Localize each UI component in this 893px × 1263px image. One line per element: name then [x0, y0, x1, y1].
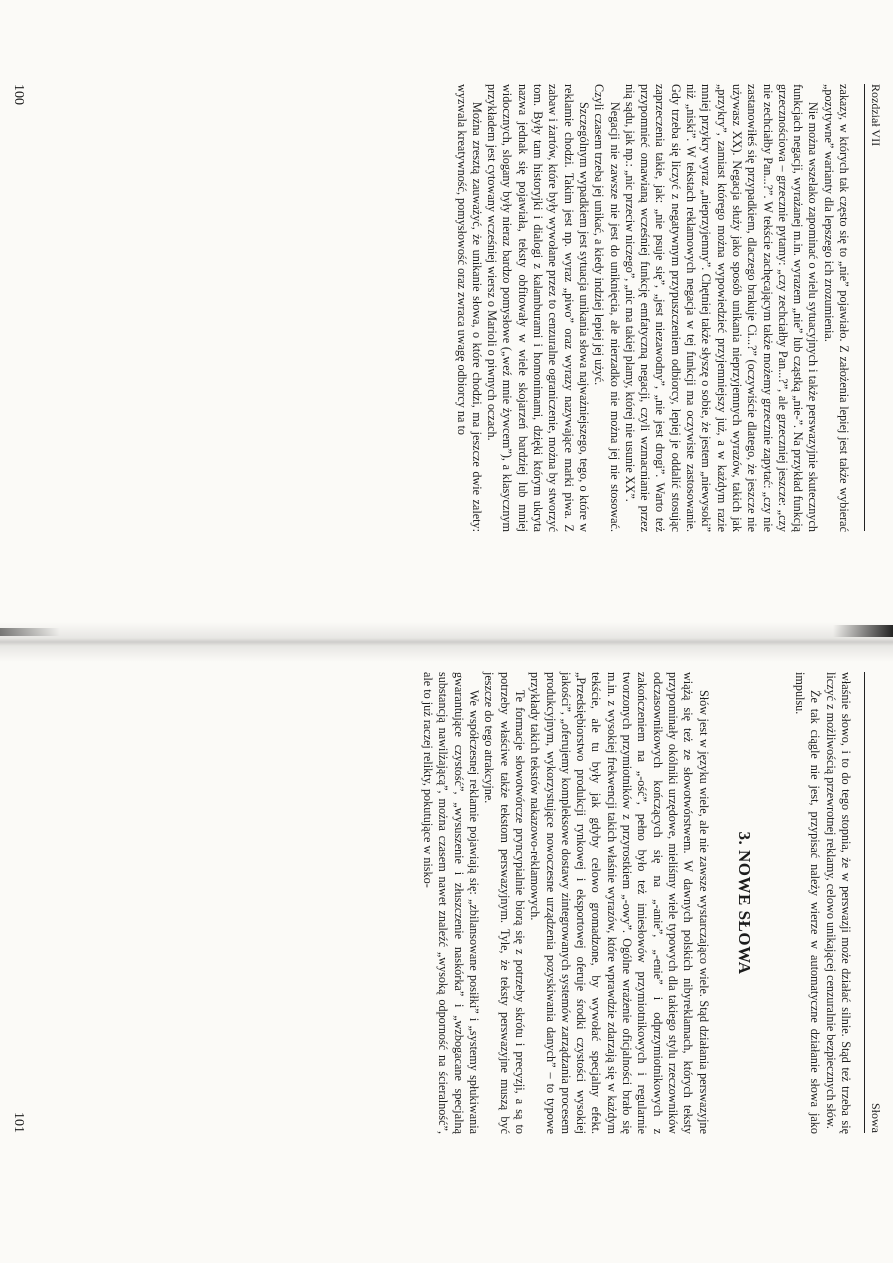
right-page-body — [420, 672, 853, 1134]
left-page-body — [453, 84, 851, 532]
paragraph: We współczesnej reklamie pojawiają się: „zbilansowane posiłki” i „systemy spłukiwania gwarantujące czystość”, „wysuszenie i złuszczenie naskórka” i „wzbogacane specjalną substancją nawilżającą”, można czasem nawet znaleźć „wysoką odporność na ścieralność”, ale to już raczej relikty, pokutujące w nisko- — [421, 672, 482, 1134]
paragraph: Te formacje słowotwórcze pryncypialnie biorą się z potrzeby skrótu i precyzji, a są to potrzeby właściwe także tekstom perswazyjnym. Tyle, że teksty perswazyjne muszą być jeszcze do tego atrakcyjne. — [482, 672, 527, 1134]
paragraph: Można zresztą zauważyć, że unikanie słowa, o które chodzi, ma jeszcze dwie zalety: wyzwala kreatywność, pomysłowość oraz zwraca uwagę odbiorcy na to — [454, 84, 484, 532]
paragraph: Negacji nie zawsze nie jest do uniknięcia, ale nierzadko nie można jej nie stosować. Czyli czasem trzeba jej unikać, a kiedy indziej lepiej jej użyć. — [592, 84, 622, 532]
paragraph: Że tak ciągle nie jest, przypisać należy wierze w automatyczne działanie słowa jako impulsu. — [793, 672, 823, 1134]
left-running-header — [864, 84, 887, 531]
chapter-header: Rozdział VII — [869, 84, 883, 147]
paragraph: Nie można wszelako zapominać o wielu sytuacyjnych i także perswazyjnie skutecznych funkcjach negacji, wyrażanej m.in. wyrazem „nie” lub cząstką „nie-”. Na przykład funkcją grzecznościowa – grzecznie pytamy: „czy zechciałby Pan...?”, ale grzeczniej jeszcze: „czy nie zechciałby Pan...?”. W tekście zachęcającym także możemy grzecznie zapytać: „czy nie zastanowiłeś się przypadkiem, dlaczego brakuje Ci...?” (oczywiście dlatego, że jeszcze nie używasz XX). Negacja służy jako sposób unikania nieprzyjemnych wyrazów, takich jak „przykry”, zamiast którego można wypowiedzieć przyjemniejszy już, a w każdym razie mniej przykry wyraz „nieprzyjemny”. Chętniej także słyszę o sobie, że jestem „niewysoki” niż „niski”. W tekstach reklamowych negacja w tej funkcji ma oczywiste zastosowanie. Gdy trzeba się liczyć z negatywnym przypuszczeniem odbiorcy, lepiej je oddalić stosując zaprzeczenia takie, jak: „nie psuje się”, „jest niezawodny”, „nie jest drogi”. Warto też przypomnieć omawianą wcześniej funkcję emfatyczną negacji, czyli wzmacnianie przez nią sądu, jak np.: „nic przeciw niczego”, „nic ma takiej plamy, której nie usunie XX”. — [622, 84, 821, 532]
section-header: Słowa — [869, 1103, 883, 1133]
right-page — [0, 632, 893, 1263]
section-title: 3. NOWE SŁOWA — [734, 831, 754, 975]
right-page-number: 101 — [11, 1112, 26, 1133]
paragraph: Szczególnym wypadkiem jest sytuacja unikania słowa najważniejszego, tego, o które w reklamie chodzi. Takim jest np. wyraz „piwo” oraz wyrazy nazywające marki piwa. Z zabaw i żartów, które były wywołane przez to cenzuralne ograniczenie, można by stworzyć tom. Były tam historyjki i dialogi z kalamburami i homonimami, dzięki którym ukryta nazwa jednak się pojawiała, teksty obfitowały w wiele skojarzeń bardziej lub mniej widocznych, slogany były nieraz bardzo pomysłowe („weź mnie żywcem”), a klasycznym przykładem jest cytowany wcześniej wiersz o Marioli o piwnych oczach. — [485, 84, 591, 532]
paragraph: zakazy, w których tak często się to „nie” pojawiało. Z założenia lepiej jest także wybierać „pozytywne” warianty dla lepszego ich zrozumienia. — [821, 84, 851, 532]
left-page — [0, 0, 893, 631]
paragraph: Słów jest w języku wiele, ale nie zawsze wystarczająco wiele. Stąd działania perswazyjne wiążą się też ze słowotwórstwem. W dawnych polskich nibyreklamach, których teksty przypominały okólniki urzędowe, mieliśmy wiele typowych dla takiego stylu rzeczowników odczasownikowych kończących się na „-anie”, „-enie” i odprzymiotnikowych z zakończeniem na „-ość”, pełno było też imiesłowów przymiotnikowych i regularnie tworzonych przymiotników z przyrostkiem „-owy”. Ogólne wrażenie oficjalności brało się m.in. z wysokiej frekwencji takich właśnie wyrazów, które wprawdzie zdarzają się w każdym tekście, ale tu były jak gdyby celowo gromadzone, by wywołać specjalny efekt. „Przedsiębiorstwo produkcji rynkowej i eksportowej oferuje środki czystości wysokiej jakości”, „oferujemy kompleksowe dostawy zintegrowanych systemów zarządzania procesem produkcyjnym, wykorzystujące nowoczesne urządzenia pozyskiwania danych” – to typowe przykłady takich tekstów nakazowo-reklamowych. — [528, 672, 711, 1134]
left-page-number: 100 — [11, 84, 26, 105]
right-running-header — [864, 672, 887, 1133]
paragraph: właśnie słowo, i to do tego stopnia, że w perswazji może działać silnie. Stąd też trzeba się liczyć z możliwością przewrotnej reklamy, celowo unikającej cenzuralnie bezpiecznych słów. — [823, 672, 853, 1134]
